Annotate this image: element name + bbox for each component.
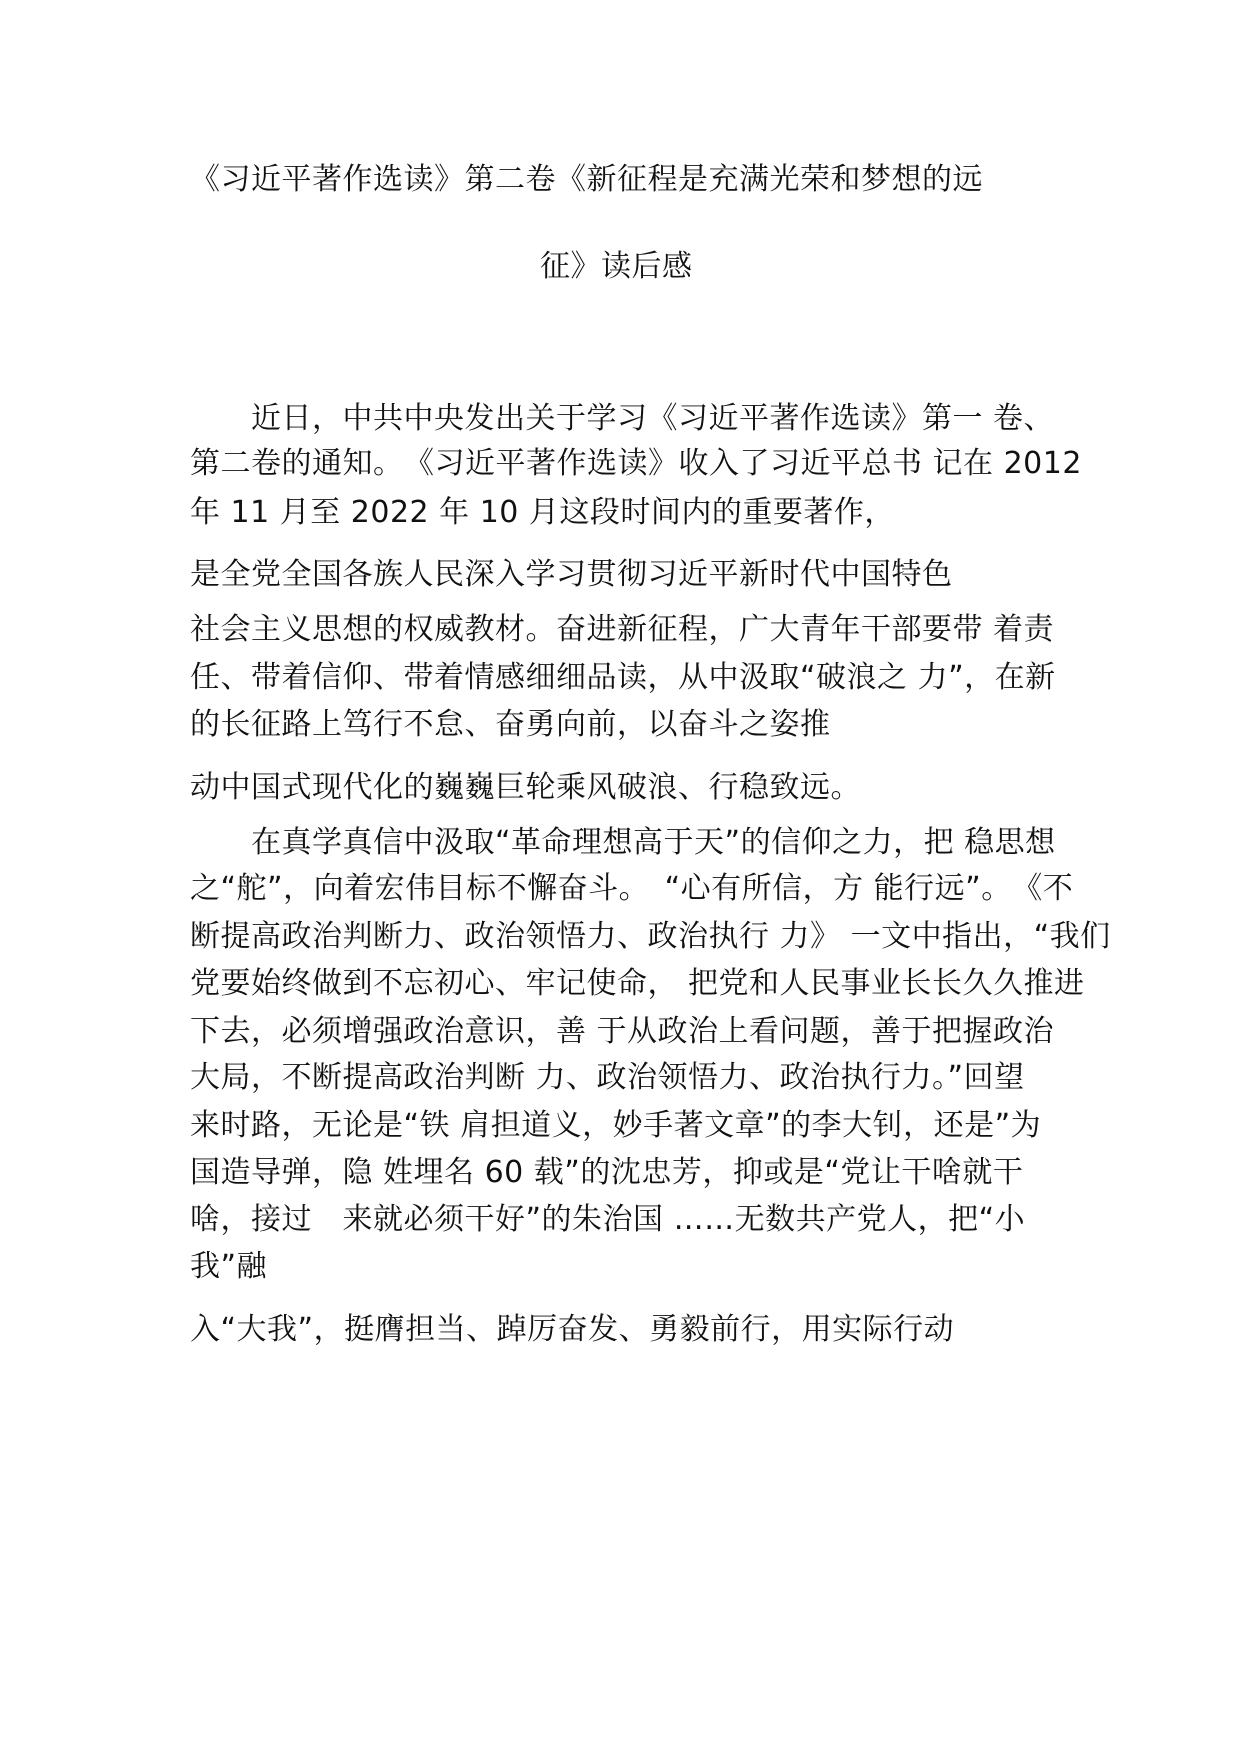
body-line-9: 在真学真信中汲取“革命理想高于天”的信仰之力，把 稳思想 — [190, 825, 1056, 860]
body-line-15: 来时路，无论是“铁 肩担道义，妙手著文章”的李大钊，还是”为 — [190, 1108, 1042, 1143]
body-line-11: 断提高政治判断力、政治领悟力、政治执行 力》 一文中指出，“我们 — [190, 919, 1111, 954]
body-line-10: 之“舵”，向着宏伟目标不懈奋斗。 “心有所信，方 能行远”。 《不 — [190, 871, 1074, 906]
document-title-line-1: 《习近平著作选读》第二卷《新征程是充满光荣和梦想的远 — [190, 162, 983, 197]
body-line-7: 的长征路上笃行不怠、奋勇向前，以奋斗之姿推 — [190, 707, 831, 742]
body-line-8: 动中国式现代化的巍巍巨轮乘风破浪、行稳致远。 — [190, 770, 861, 805]
body-line-19: 入“大我”，挺膺担当、踔厉奋发、勇毅前行，用实际行动 — [190, 1312, 955, 1347]
body-line-18: 我”融 — [190, 1249, 268, 1284]
body-line-6: 任、带着信仰、带着情感细细品读，从中汲取“破浪之 力”，在新 — [190, 660, 1056, 695]
body-line-14: 大局，不断提高政治判断 力、政治领悟力、政治执行力。”回望 — [190, 1060, 1025, 1095]
body-line-3: 年 11 月至 2022 年 10 月这段时间内的重要著作， — [190, 495, 895, 530]
document-title-line-2: 征》读后感 — [540, 249, 693, 284]
body-line-2: 第二卷的通知。 《习近平著作选读》收入了习近平总书 记在 2012 — [190, 446, 1082, 481]
body-line-4: 是全党全国各族人民深入学习贯彻习近平新时代中国特色 — [190, 557, 953, 592]
body-line-16: 国造导弹，隐 姓埋名 60 载”的沈忠芳，抑或是“党让干啥就干 — [190, 1155, 1024, 1190]
body-line-13: 下去，必须增强政治意识，善 于从政治上看问题，善于把握政治 — [190, 1014, 1055, 1049]
body-line-17: 啥，接过 来就必须干好”的朱治国 ……无数共产党人，把“小 — [190, 1202, 1026, 1237]
body-line-5: 社会主义思想的权威教材。奋进新征程，广大青年干部要带 着责 — [190, 612, 1055, 647]
body-line-12: 党要始终做到不忘初心、牢记使命， 把党和人民事业长长久久推进 — [190, 966, 1085, 1001]
body-line-1: 近日，中共中央发出关于学习《习近平著作选读》第一 卷、 — [190, 401, 1055, 436]
